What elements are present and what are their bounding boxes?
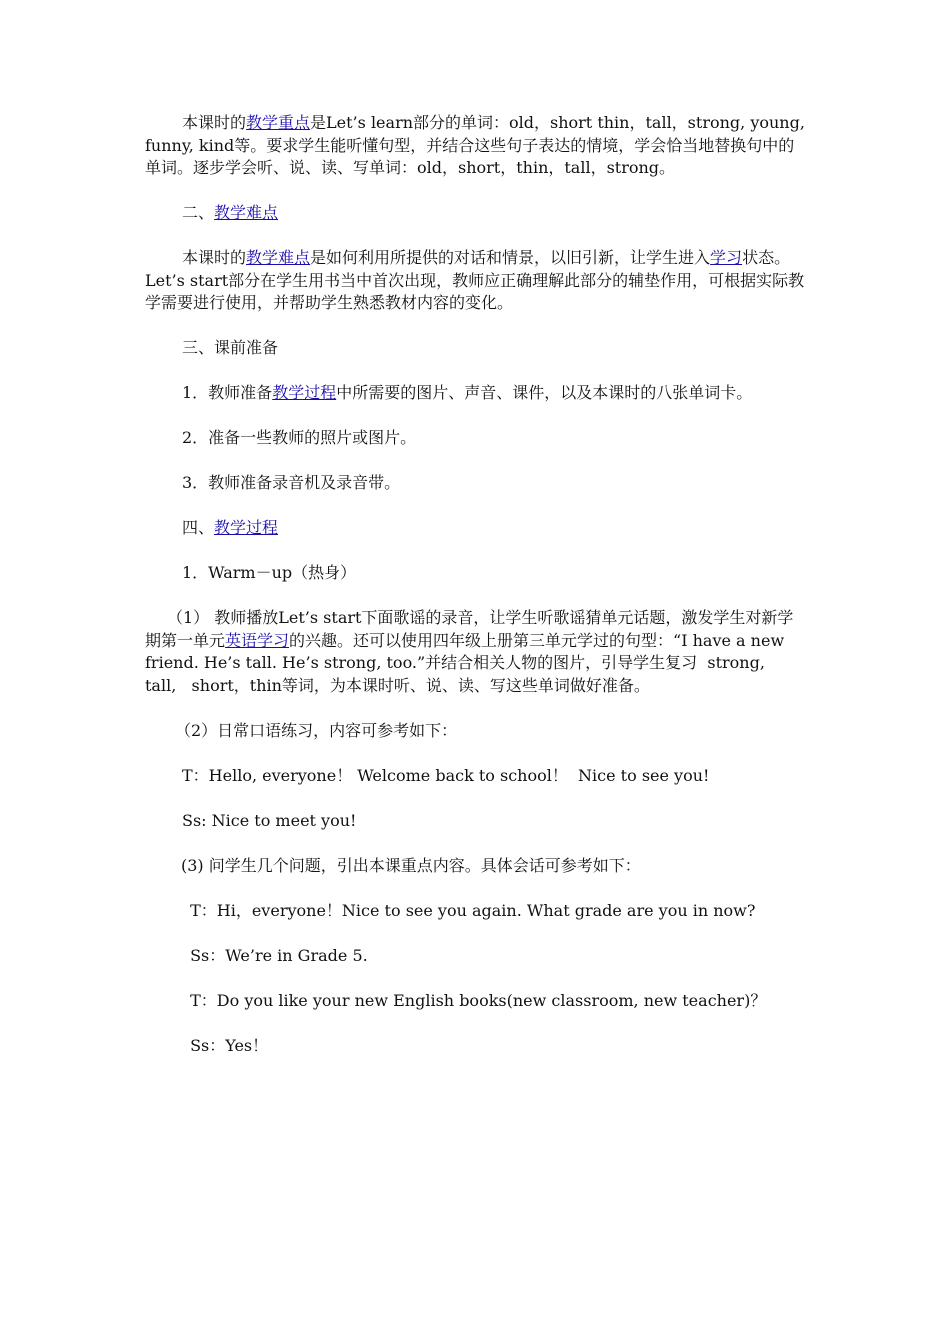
text: 状态。Let’s start部分在学生用书当中首次出现，教师应正确理解此部分的辅垫作用，可根据实际教学需要进行使用，并帮助学生熟悉教材内容的变化。 (145, 248, 805, 312)
text: 本课时的 (182, 248, 247, 267)
warm-up-heading: 1．Warm－up（热身） (182, 563, 357, 582)
prep-item-3: 3．教师准备录音机及录音带。 (182, 473, 401, 492)
dialogue-line-5: T：Do you like your new English books(new classroom, new teacher)？ (185, 990, 767, 1010)
dialogue-line-6: Ss：Yes！ (185, 1035, 269, 1055)
text: 中所需要的图片、声音、课件，以及本课时的八张单词卡。 (336, 383, 753, 402)
text: 1．教师准备 (182, 383, 273, 402)
text: 是Let’s learn部分的单词：old，short thin，tall，strong, young, funny, kind等。要求学生能听懂句型，并结合这些句子表达的情境，学会恰当地替换句中的单词。逐步学会听、说、读、写单词：old，short，thin，tall，strong。 (145, 113, 811, 177)
link-english-learning[interactable]: 英语学习 (225, 630, 290, 650)
link-teaching-difficulty[interactable]: 教学难点 (214, 203, 279, 222)
link-teaching-focus[interactable]: 教学重点 (246, 113, 311, 132)
heading-preparation: 三、课前准备 (182, 338, 279, 357)
text: 四、 (182, 518, 215, 537)
link-learning[interactable]: 学习 (710, 248, 743, 267)
heading-teaching-difficulty (145, 202, 807, 225)
paragraph-teaching-focus (145, 112, 811, 180)
warm-up-step-3: (3) 问学生几个问题，引出本课重点内容。具体会话可参考如下： (181, 855, 641, 875)
dialogue-line-2: Ss: Nice to meet you! (182, 810, 357, 830)
heading-teaching-process (145, 517, 807, 540)
dialogue-line-3: T：Hi，everyone！Nice to see you again. What grade are you in now? (185, 900, 756, 920)
text: 本课时的 (182, 113, 247, 132)
dialogue-line-4: Ss：We’re in Grade 5. (185, 945, 368, 965)
prep-item-2: 2．准备一些教师的照片或图片。 (182, 428, 417, 447)
text: （1） 教师播放Let’s start下面歌谣的录音，让学生听歌谣猜单元话题，激发学生对新学期第一单元 (145, 608, 794, 650)
dialogue-line-1: T：Hello, everyone！ Welcome back to school！ Nice to see you! (182, 765, 710, 785)
prep-item-1 (145, 382, 807, 405)
text: 二、 (182, 203, 215, 222)
document-body (145, 112, 811, 1080)
link-teaching-process[interactable]: 教学过程 (272, 383, 337, 402)
warm-up-step-2: （2）日常口语练习，内容可参考如下： (175, 720, 458, 740)
paragraph-teaching-difficulty (145, 247, 807, 315)
text: 是如何利用所提供的对话和情景，以旧引新，让学生进入 (310, 248, 711, 267)
text: 的兴趣。还可以使用四年级上册第三单元学过的句型：“I have a new friend. He’s tall. He’s strong, too.”并结合相关人物的图片，引导学生复习 strong, tall, short，thin等词，为本课时听、说、读、写这些单词做好准备。 (145, 630, 790, 695)
link-teaching-difficulty-2[interactable]: 教学难点 (246, 248, 311, 267)
warm-up-step-1 (145, 607, 807, 697)
link-teaching-process-2[interactable]: 教学过程 (214, 518, 279, 537)
